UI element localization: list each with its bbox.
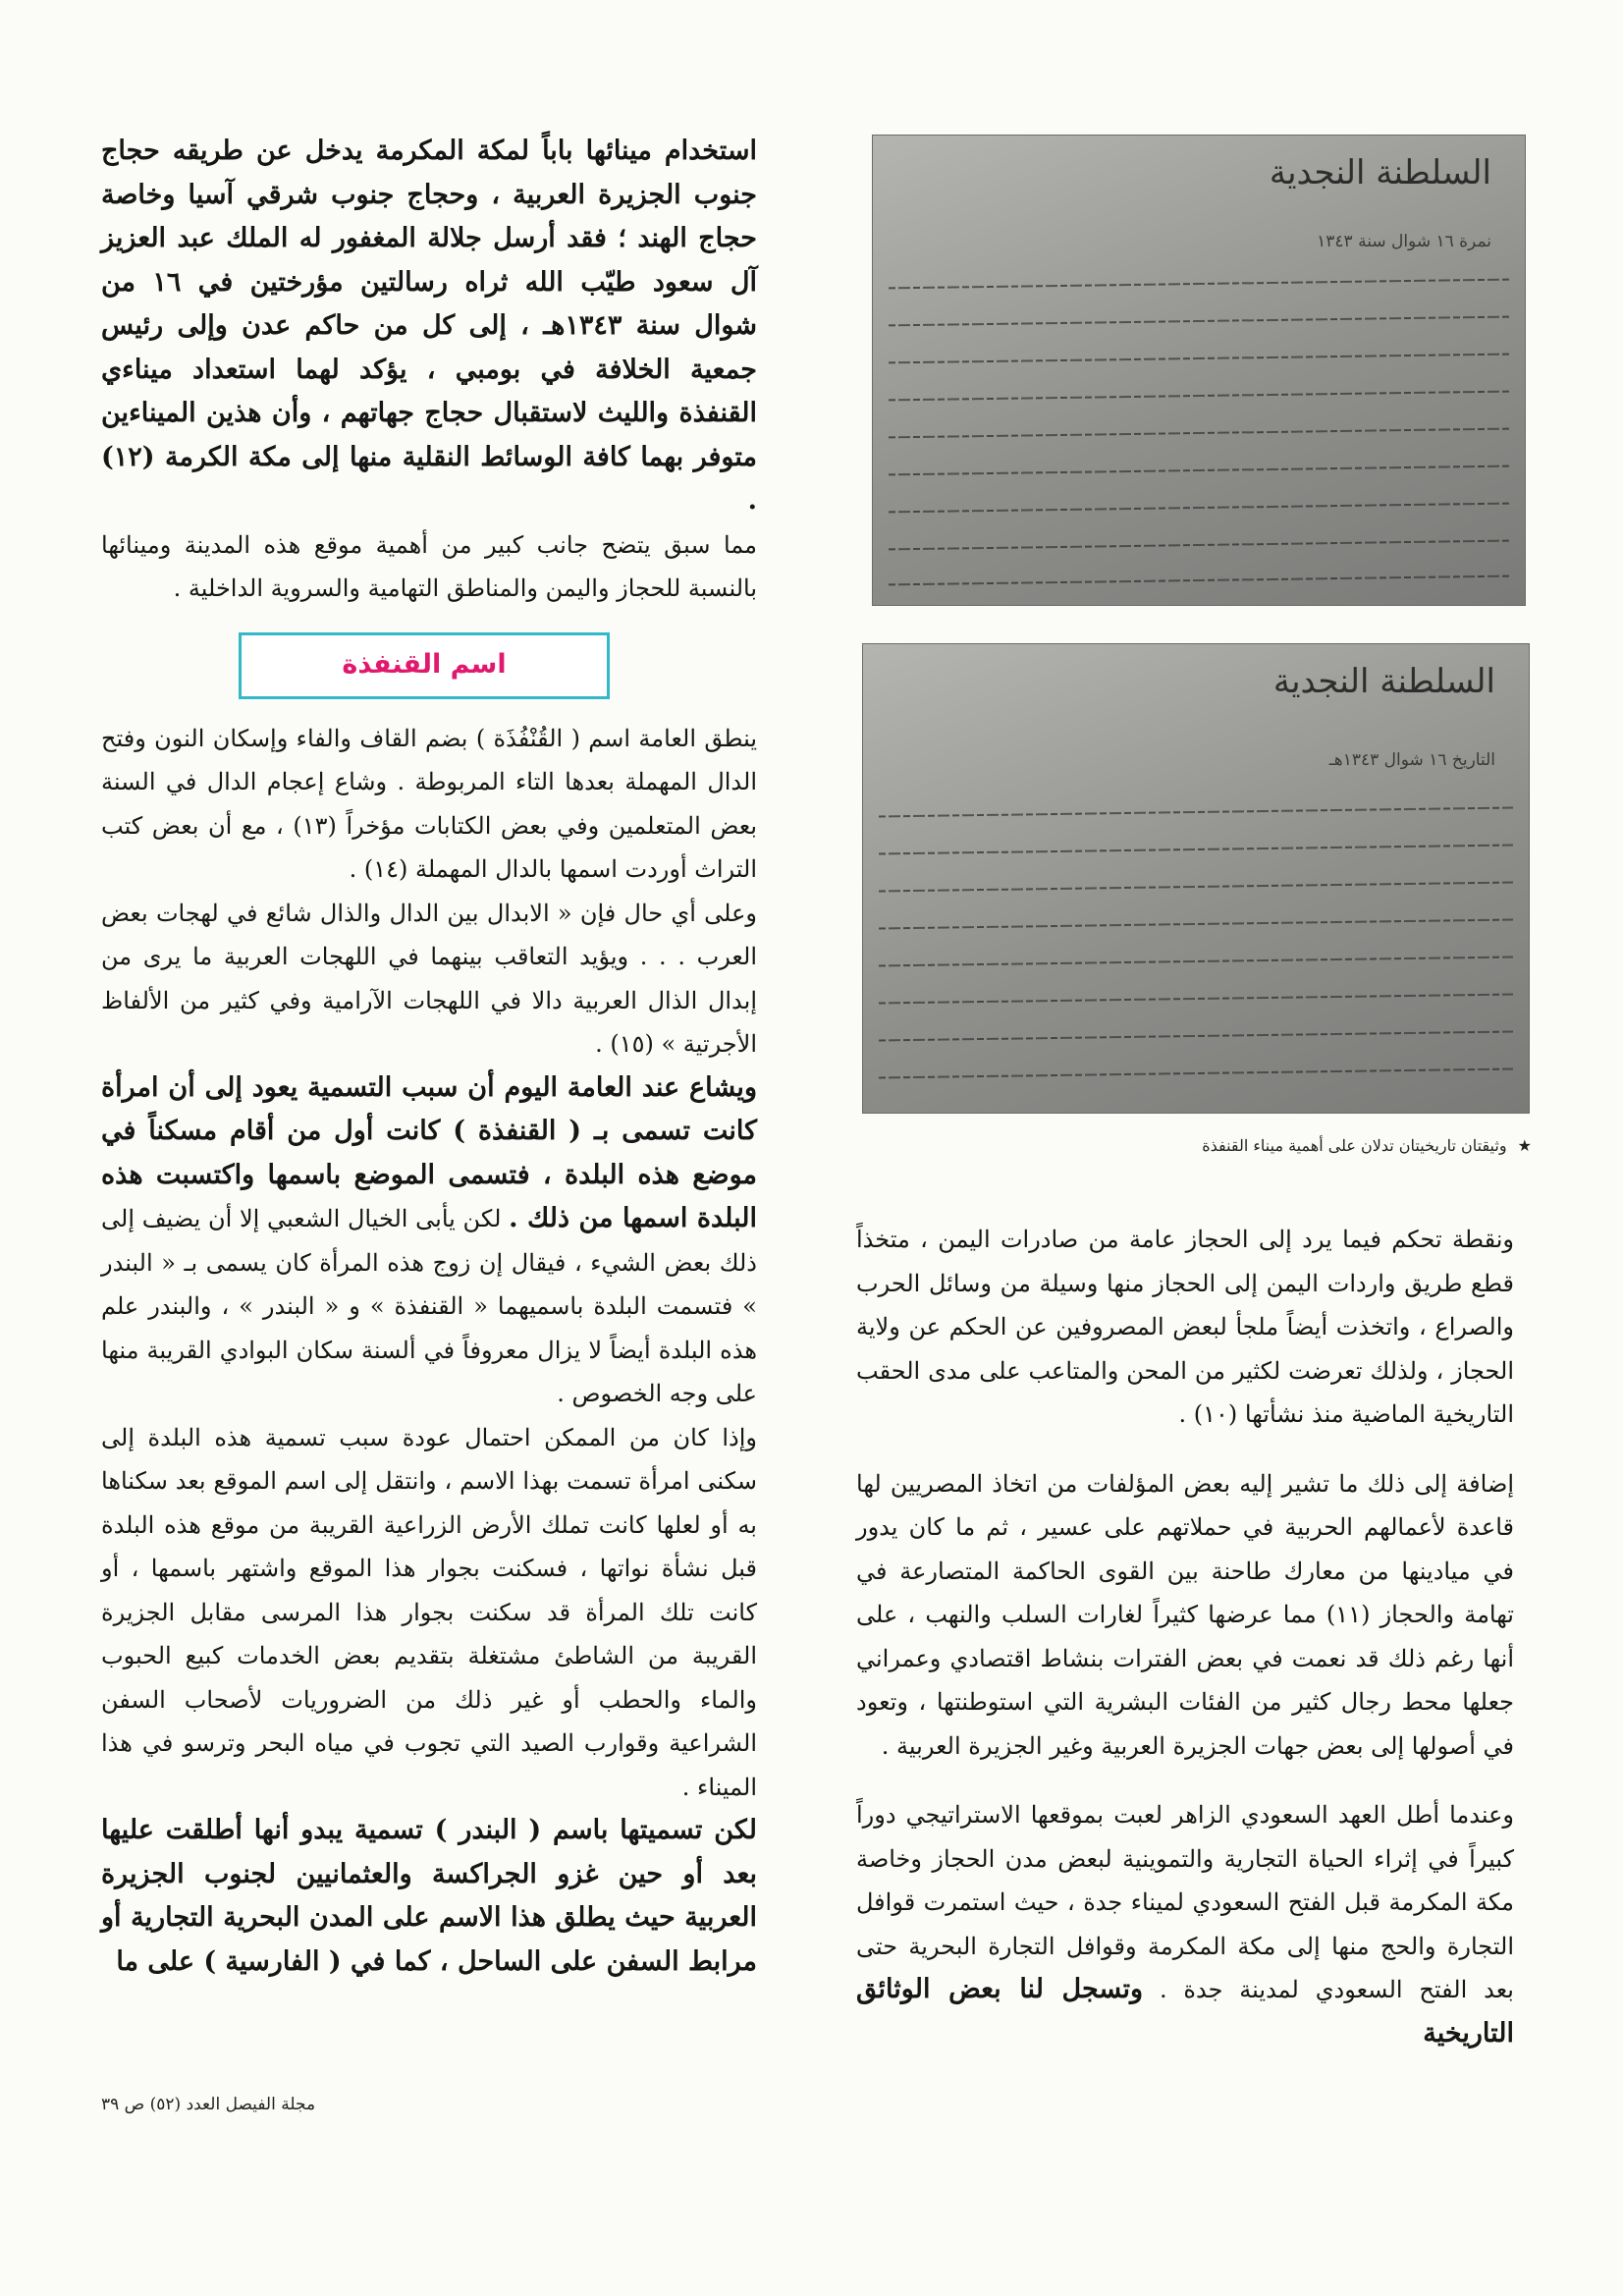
handwriting-line bbox=[889, 316, 1509, 327]
left-text-column bbox=[101, 130, 757, 1984]
photo-caption bbox=[982, 1136, 1532, 1155]
handwriting-line bbox=[889, 540, 1509, 551]
handwriting-line bbox=[879, 956, 1513, 966]
historic-document-photo-1 bbox=[872, 135, 1526, 606]
document-2-heading: السلطنة النجدية bbox=[1272, 662, 1495, 701]
name-origin-bold: ويشاع عند العامة اليوم أن سبب التسمية يعود إلى أن امرأة كانت تسمى بـ ( القنفذة ) كانت أول من أقام مسكناً في موضع هذه البلدة ، فتسمى الموضع باسمها واكتسبت هذه البلدة اسمها من ذلك . bbox=[101, 1071, 757, 1233]
handwriting-line bbox=[879, 806, 1513, 817]
saudi-era-bold: وتسجل لنا بعض الوثائق التاريخية bbox=[856, 1974, 1514, 2049]
handwriting-line bbox=[879, 1067, 1513, 1078]
saudi-era-text: وعندما أطل العهد السعودي الزاهر لعبت بموقعها الاستراتيجي دوراً كبيراً في إثراء الحياة التجارية والتموينية لبعض مدن الحجاز وخاصة مكة المكرمة قبل الفتح السعودي لميناء جدة ، حيث استمرت قوافل التجارة والحج منها إلى مكة المكرمة وقوافل التجارة البحرية حتى بعد الفتح السعودي لمدينة جدة . bbox=[856, 1801, 1515, 2003]
paragraph-bandar-name: لكن تسميتها باسم ( البندر ) تسمية يبدو أنها أطلقت عليها بعد أو حين غزو الجراكسة والعثمانيين لجنوب الجزيرة العربية حيث يطلق هذا الاسم على المدن البحرية التجارية أو مرابط السفن على الساحل ، كما في ( الفارسية ) على ما bbox=[101, 1815, 757, 1977]
paragraph-port-pilgrims: استخدام مينائها باباً لمكة المكرمة يدخل عن طريقه حجاج جنوب الجزيرة العربية ، وحجاج جنوب شرقي آسيا وخاصة حجاج الهند ؛ فقد أرسل جلالة المغفور له الملك عبد العزيز آل سعود طيّب الله ثراه رسالتين مؤرختين في ١٦ من شوال سنة ١٣٤٣هـ ، إلى كل من حاكم عدن وإلى رئيس جمعية الخلافة في بومبي ، يؤكد لهما استعداد ميناءي القنفذة والليث لاستقبال حجاج جهاتهم ، وأن هذين الميناءين متوفر بهما كافة الوسائط النقلية منها إلى مكة الكرمة (١٢) . bbox=[101, 136, 757, 516]
handwriting-line bbox=[879, 881, 1513, 892]
handwriting-line bbox=[889, 428, 1509, 439]
handwriting-line bbox=[889, 354, 1509, 364]
document-1-subheading: نمرة ١٦ شوال سنة ١٣٤٣ bbox=[1317, 232, 1491, 251]
right-text-column bbox=[856, 1218, 1514, 2055]
photo-caption-text: وثيقتان تاريخيتان تدلان على أهمية ميناء القنفذة bbox=[1202, 1136, 1507, 1155]
handwriting-line bbox=[889, 575, 1509, 586]
handwriting-line bbox=[879, 918, 1513, 929]
handwriting-line bbox=[879, 993, 1513, 1004]
paragraph-control-point: ونقطة تحكم فيما يرد إلى الحجاز عامة من صادرات اليمن ، متخذاً قطع طريق واردات اليمن إلى الحجاز منها وسيلة من وسائل الحرب والصراع ، واتخذت أيضاً ملجأ لبعض المصروفين عن الحكم عن ولاية الحجاز ، ولذلك تعرضت لكثير من المحن والمتاعب على مدى الحقب التاريخية الماضية منذ نشأتها (١٠) . bbox=[856, 1226, 1514, 1428]
paragraph-location-importance: مما سبق يتضح جانب كبير من أهمية موقع هذه المدينة ومينائها بالنسبة للحجاز واليمن والمناطق التهامية والسروية الداخلية . bbox=[101, 530, 757, 602]
handwriting-line bbox=[879, 844, 1513, 854]
handwriting-line bbox=[879, 1030, 1513, 1041]
handwriting-line bbox=[889, 503, 1509, 514]
paragraph-dal-dhal: وعلى أي حال فإن « الابدال بين الدال والذال شائع في لهجات بعض العرب . . . ويؤيد التعاقب بينهما في اللهجات العربية ما يرى من إبدال الذال العربية دالا في اللهجات الآرامية وفي كثير من الألفاظ الأجرتية » (١٥) . bbox=[101, 899, 757, 1058]
handwriting-line bbox=[889, 279, 1509, 290]
paragraph-name-origin bbox=[101, 1066, 757, 1416]
paragraph-woman-hypothesis: وإذا كان من الممكن احتمال عودة سبب تسمية هذه البلدة إلى سكنى امرأة تسمت بهذا الاسم ، وانتقل إلى اسم الموقع بعد سكناها به أو لعلها كانت تملك الأرض الزراعية القريبة من موقع هذه البلدة قبل نشأة نواتها ، فسكنت بجوار هذا الموقع واشتهر باسمها ، أو كانت تلك المرأة قد سكنت بجوار هذا المرسى مقابل الجزيرة القريبة من الشاطئ مشتغلة بتقديم بعض الخدمات كبيع الحبوب والماء والحطب أو غير ذلك من الضروريات لأصحاب السفن الشراعية وقوارب الصيد التي تجوب في مياه البحر وترسو في هذا الميناء . bbox=[101, 1423, 757, 1801]
document-2-subheading: التاريخ ١٦ شوال ١٣٤٣هـ bbox=[1328, 750, 1495, 770]
name-origin-rest: لكن يأبى الخيال الشعبي إلا أن يضيف إلى ذلك بعض الشيء ، فيقال إن زوج هذه المرأة كان يسمى بـ « البندر » فتسمت البلدة باسميهما « القنفذة » و « البندر » ، والبندر علم هذه البلدة أيضاً لا يزال معروفاً في ألسنة سكان البوادي القريبة منها على وجه الخصوص . bbox=[101, 1205, 757, 1407]
section-heading-box bbox=[239, 632, 610, 699]
handwriting-line bbox=[889, 391, 1509, 402]
document-1-heading: السلطنة النجدية bbox=[1269, 153, 1491, 192]
section-heading: اسم القنفذة bbox=[342, 649, 507, 681]
paragraph-name-pronunciation: ينطق العامة اسم ( القُنْفُذَة ) بضم القاف والفاء وإسكان النون وفتح الدال المهملة بعدها التاء المربوطة . وشاع إعجام الدال في السنة بعض المتعلمين وفي بعض الكتابات مؤخراً (١٣) ، مع أن بعض كتب التراث أوردت اسمها بالدال المهملة (١٤) . bbox=[101, 724, 758, 883]
handwriting-line bbox=[889, 465, 1509, 476]
paragraph-egyptian-base: إضافة إلى ذلك ما تشير إليه بعض المؤلفات من اتخاذ المصريين لها قاعدة لأعمالهم الحربية في حملاتهم على عسير ، ثم ما كان يدور في ميادينها من معارك طاحنة بين القوى الحاكمة المتصارعة في تهامة والحجاز (١١) مما عرضها كثيراً لغارات السلب والنهب ، على أنها رغم ذلك قد نعمت في بعض الفترات بنشاط اقتصادي وعمراني جعلها محط رجال كثير من الفئات البشرية التي استوطنتها ، وتعود في أصولها إلى بعض جهات الجزيرة العربية وغير الجزيرة العربية . bbox=[856, 1469, 1514, 1760]
star-icon: ★ bbox=[1517, 1136, 1532, 1155]
historic-document-photo-2 bbox=[862, 643, 1530, 1114]
paragraph-saudi-era bbox=[856, 1793, 1514, 2055]
page-footer: مجلة الفيصل العدد (٥٢) ص ٣٩ bbox=[101, 2095, 316, 2114]
